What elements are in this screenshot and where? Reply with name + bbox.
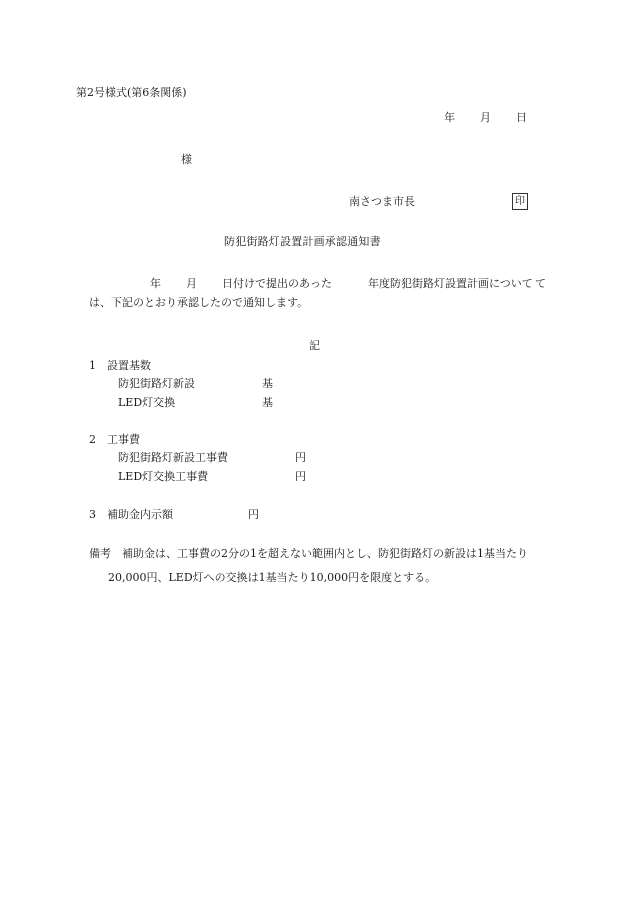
item-label: 防犯街路灯新設 — [118, 377, 195, 390]
item-label: LED灯交換工事費 — [118, 470, 209, 483]
item-unit: 円 — [295, 470, 306, 483]
addressee-suffix: 様 — [181, 153, 192, 166]
body-line-end: て — [535, 277, 546, 290]
section-2-heading — [89, 433, 140, 447]
body-plan-text: 年度防犯街路灯設置計画について — [368, 277, 533, 290]
item-label: LED灯交換 — [118, 396, 176, 409]
item-unit: 基 — [262, 396, 273, 409]
item-unit: 基 — [262, 377, 273, 390]
issuer-name: 南さつま市長 — [349, 195, 415, 208]
remarks-line-2: 20,000円、LED灯への交換は1基当たり10,000円を限度とする。 — [108, 571, 437, 584]
section-title: 設置基数 — [107, 359, 151, 372]
remarks — [89, 547, 528, 561]
remarks-line-1: 補助金は、工事費の2分の1を超えない範囲内とし、防犯街路灯の新設は1基当たり — [122, 547, 528, 560]
section-number: 3 — [89, 508, 96, 521]
item-unit: 円 — [295, 451, 306, 464]
section-3-heading — [89, 508, 173, 522]
date-year-label: 年 — [444, 111, 455, 124]
section-title: 工事費 — [107, 433, 140, 446]
ki-heading: 記 — [309, 339, 320, 352]
seal-stamp: 印 — [512, 193, 528, 210]
body-month-label: 月 — [186, 277, 197, 290]
body-year-label: 年 — [150, 277, 161, 290]
date-month-label: 月 — [480, 111, 491, 124]
item-label: 防犯街路灯新設工事費 — [118, 451, 228, 464]
date-day-label: 日 — [516, 111, 527, 124]
section-title: 補助金内示額 — [107, 508, 173, 521]
section-number: 1 — [89, 359, 96, 372]
form-number: 第2号様式(第6条関係) — [76, 86, 187, 99]
body-line-2: は、下記のとおり承認したので通知します。 — [89, 296, 309, 309]
document-title: 防犯街路灯設置計画承認通知書 — [224, 235, 381, 248]
section-1-heading — [89, 359, 151, 373]
section-number: 2 — [89, 433, 96, 446]
item-unit: 円 — [248, 508, 259, 521]
remarks-label: 備考 — [89, 547, 111, 560]
body-day-text: 日付けで提出のあった — [222, 277, 332, 290]
